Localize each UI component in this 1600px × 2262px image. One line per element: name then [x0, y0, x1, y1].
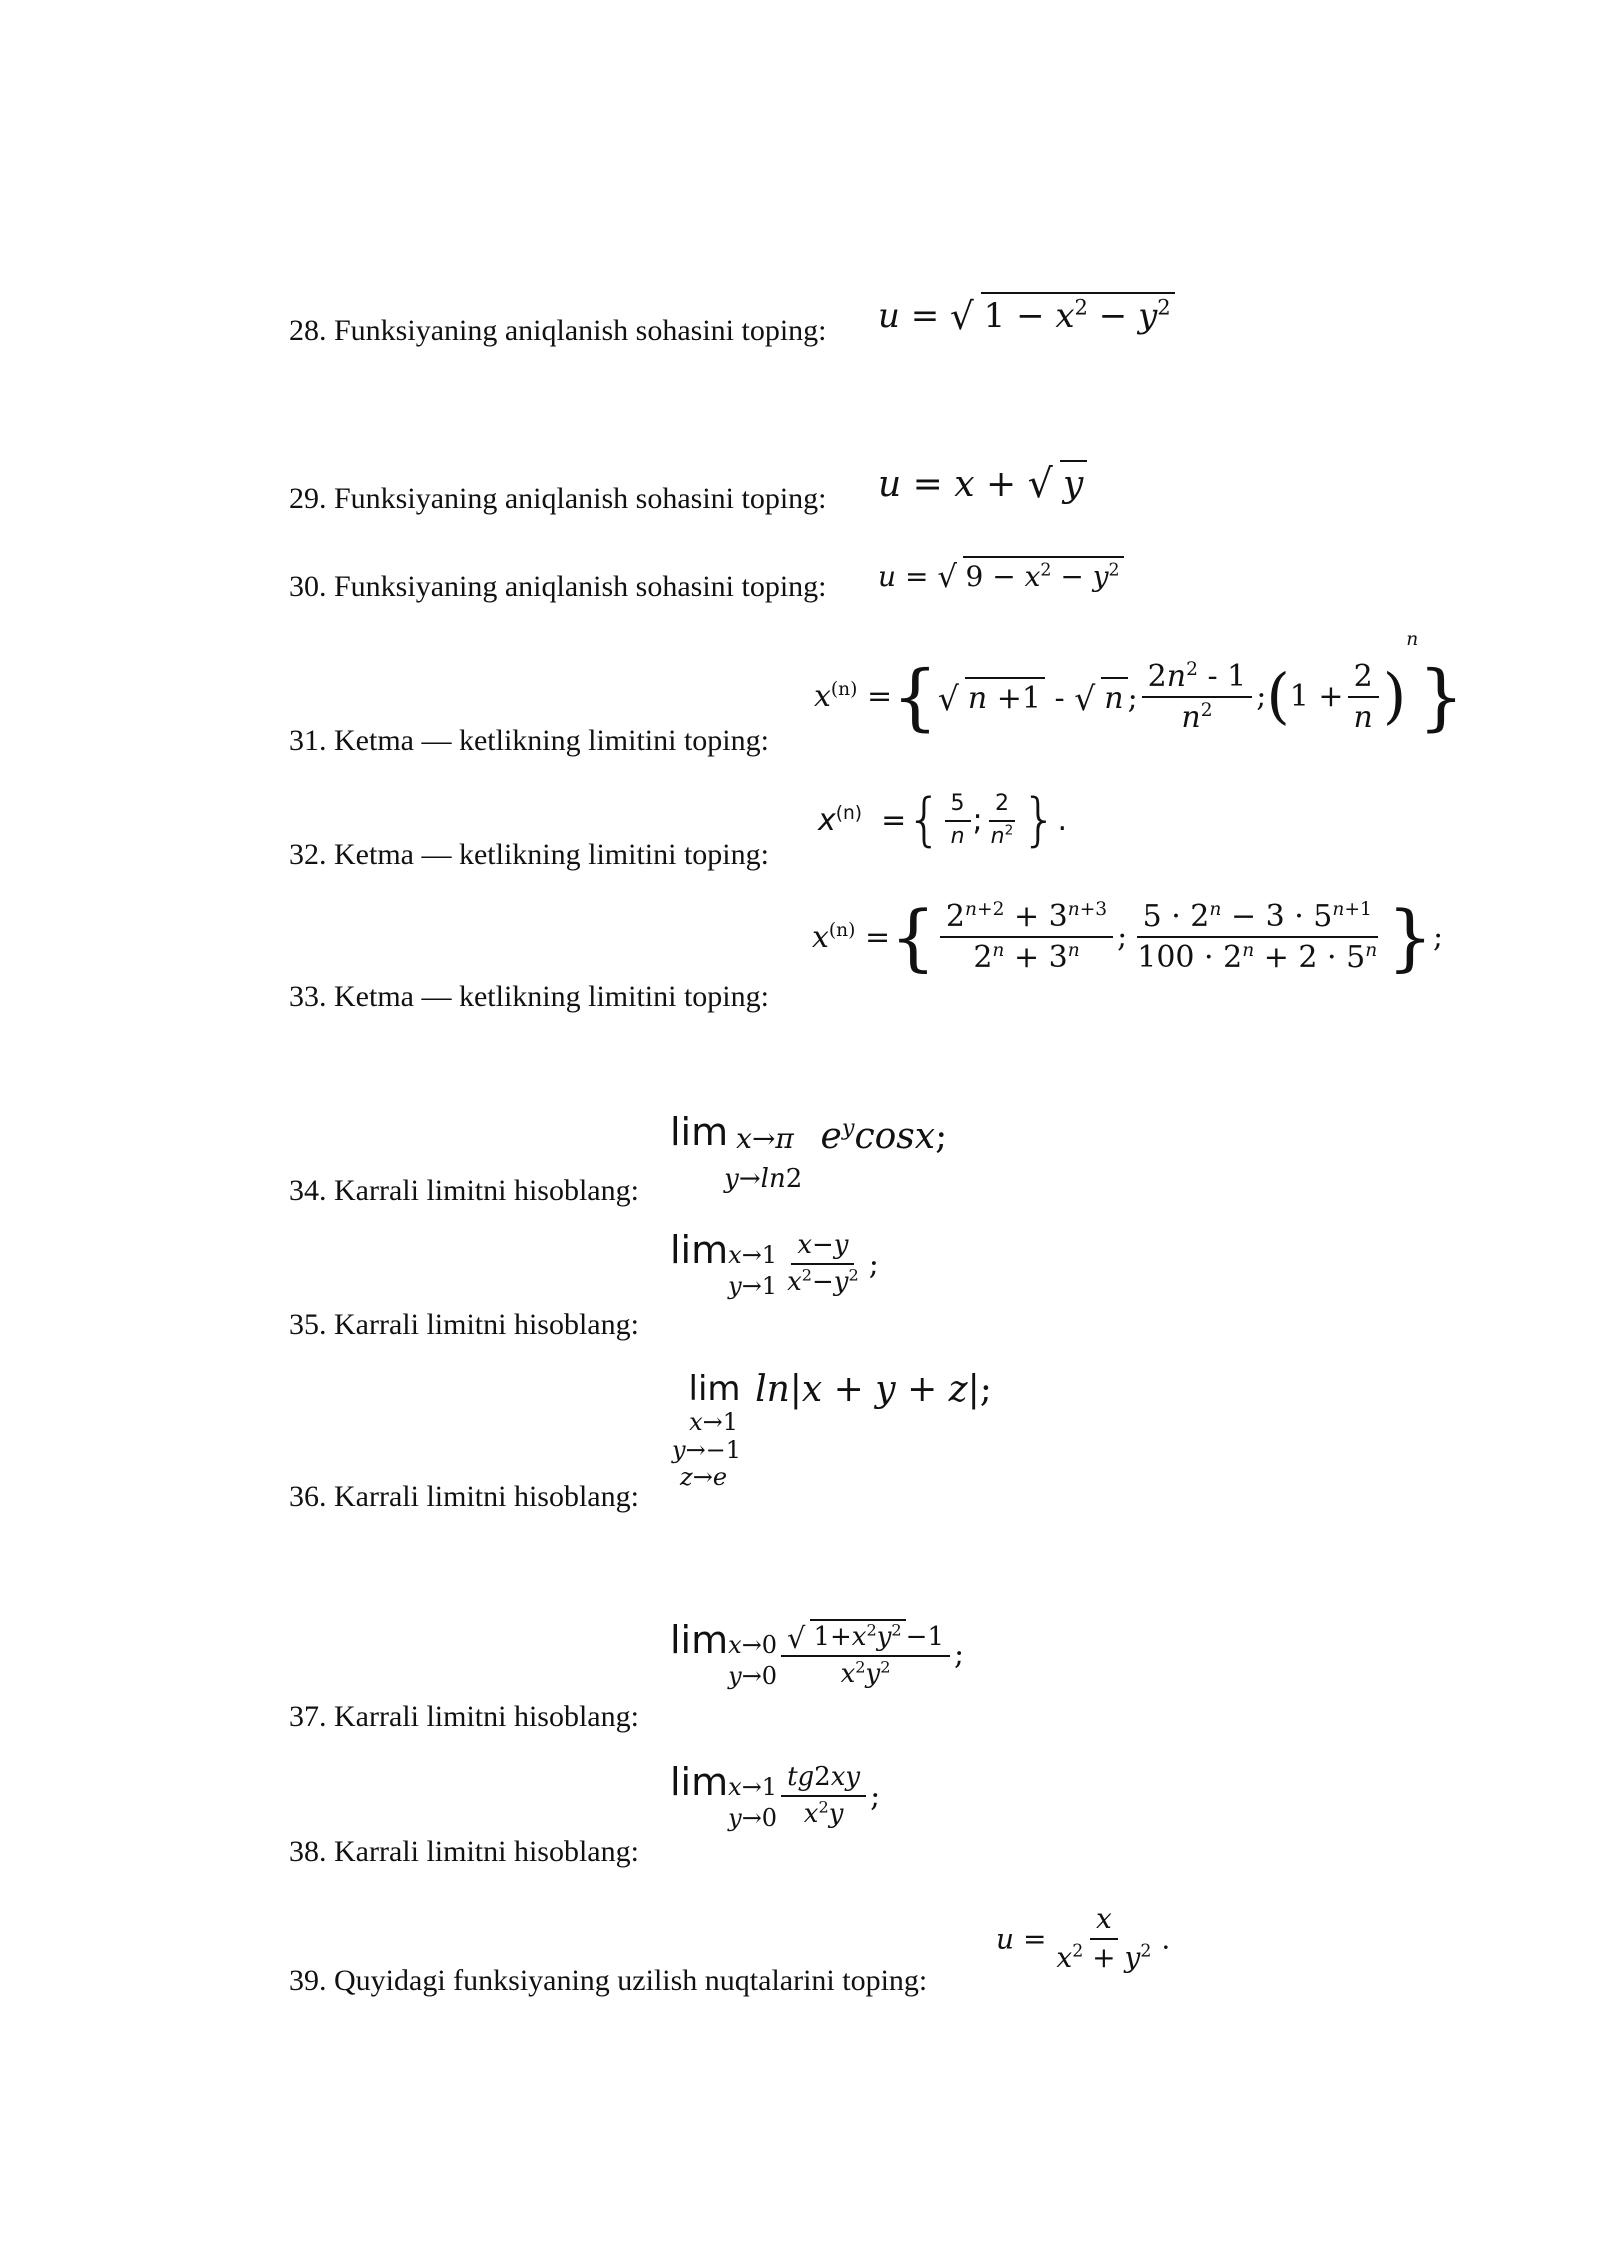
formula-33: $x^{(n)}$ ={ $\frac{2^{n+2} + 3^{n+3}}{2^n + 3^n}$ ; $\frac{5 \cdot 2^n - 3 \cdot 5^{n+1}}{100 \cdot 2^n + 2 \cdot 5^n}$ }; [812, 895, 1444, 979]
problem-32-label: 32. Ketma — ketlikning limitini toping: [289, 838, 769, 871]
formula-38: limx→1 y→0 $\frac{tg2xy}{x^2y}$ ; [670, 1760, 881, 1832]
problem-33-label: 33. Ketma — ketlikning limitini toping: [289, 980, 769, 1013]
problem-31-label: 31. Ketma — ketlikning limitini toping: [289, 724, 769, 757]
formula-31: $x^{(n)}$ ={ √ n +1 - √ n ; $\frac{2n^2 - 1}{n^2}$ ;(1 + $\frac{2}{n}$ )$^n$} [814, 629, 1465, 739]
problem-35-label: 35. Karrali limitni hisoblang: [289, 1308, 639, 1341]
formula-32: $x^{(n)}$ ={ $\frac{5}{n}$ ; $\frac{2}{n^2}$ }. [818, 787, 1068, 853]
formula-34: lim x→π $e^y\cos x$; y→ln2 [670, 1110, 948, 1194]
formula-28: u = √ $1 - x^2 - y^2$ [878, 292, 1175, 336]
problem-39-label: 39. Quyidagi funksiyaning uzilish nuqtalarini toping: [289, 1964, 928, 1997]
problem-37-label: 37. Karrali limitni hisoblang: [289, 1700, 639, 1733]
formula-29: u = x + √ y [878, 460, 1087, 505]
problem-36-label: 36. Karrali limitni hisoblang: [289, 1480, 639, 1513]
formula-39: u = $\frac{x}{x^2 + y^2}$ . [996, 1902, 1171, 1974]
formula-30: u = √ $9 - x^2 - y^2$ [878, 556, 1124, 593]
problem-28-label: 28. Funksiyaning aniqlanish sohasini toping: [289, 314, 827, 347]
problem-29-label: 29. Funksiyaning aniqlanish sohasini toping: [289, 482, 827, 515]
formula-36: lim x→1 y→−1 z→e ln|x + y + z|; [672, 1369, 992, 1492]
formula-35: limx→1 y→1 $\frac{x-y}{x^2-y^2}$ ; [670, 1228, 879, 1300]
problem-38-label: 38. Karrali limitni hisoblang: [289, 1835, 639, 1868]
problem-30-label: 30. Funksiyaning aniqlanish sohasini toping: [289, 570, 827, 603]
problem-34-label: 34. Karrali limitni hisoblang: [289, 1174, 639, 1207]
formula-37: limx→0 y→0 √ $1+x^2y^2 -1$ $x^2y^2$ ; [670, 1618, 965, 1690]
